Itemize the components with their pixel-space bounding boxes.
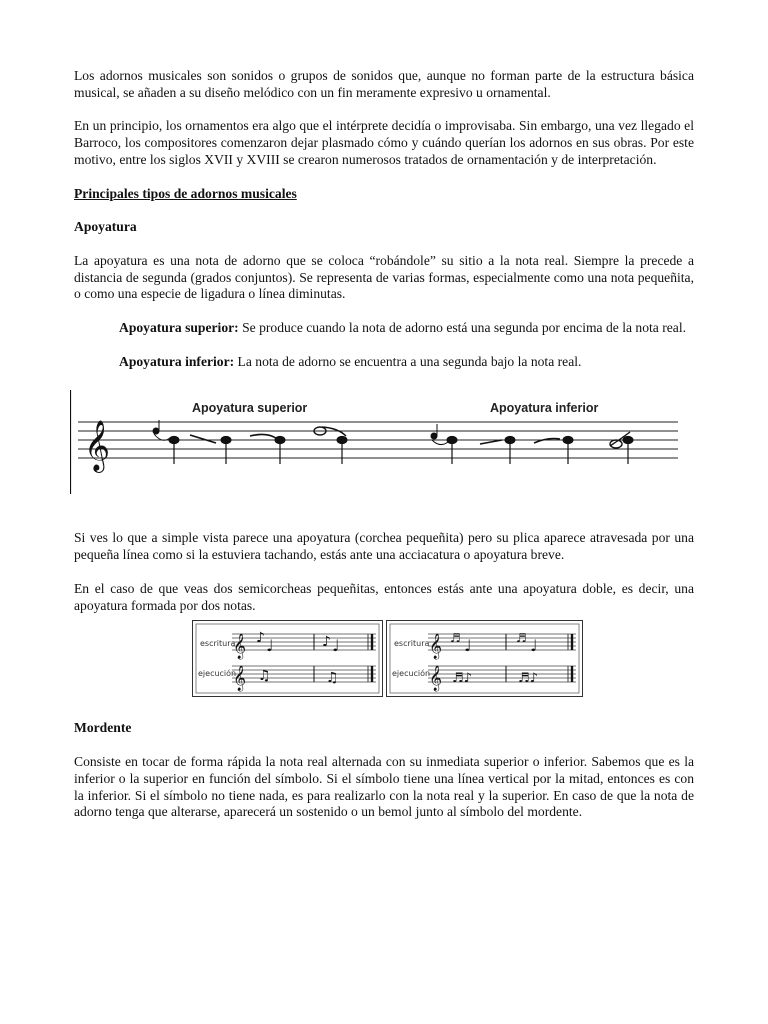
svg-text:♩: ♩ bbox=[266, 636, 274, 656]
svg-text:♬♪: ♬♪ bbox=[452, 671, 472, 687]
apoyatura-doble-figure bbox=[192, 620, 584, 698]
svg-text:♩: ♩ bbox=[530, 636, 538, 656]
ejecucion-label-left: ejecución bbox=[198, 669, 237, 679]
apoyatura-superior-paragraph bbox=[74, 320, 694, 337]
svg-text:♩: ♩ bbox=[464, 636, 472, 656]
treble-clef-icon: 𝄞 bbox=[233, 634, 247, 660]
acciacatura-paragraph: Si ves lo que a simple vista parece una apoyatura (corchea pequeñita) pero su plica aparece atravesada por una pequeña línea como si la estuviera tachando, estás ante una acciacatura o apoyatura breve. bbox=[74, 530, 694, 563]
svg-text:♬: ♬ bbox=[450, 631, 461, 646]
svg-text:♫: ♫ bbox=[326, 670, 339, 687]
apoyatura-inferior-paragraph bbox=[74, 354, 694, 371]
svg-text:♬: ♬ bbox=[516, 631, 527, 646]
escritura-label-left: escritura bbox=[200, 639, 236, 649]
apoyatura-superior-text: Se produce cuando la nota de adorno está una segunda por encima de la nota real. bbox=[238, 319, 686, 335]
treble-clef-icon: 𝄞 bbox=[233, 666, 247, 692]
apoyatura-superior-label: Apoyatura superior: bbox=[119, 319, 239, 335]
svg-text:♬♪: ♬♪ bbox=[518, 671, 538, 687]
intro-paragraph-2: En un principio, los ornamentos era algo que el intérprete decidía o improvisaba. Sin embargo, una vez llegado el Barroco, los compositores comenzaron dejar plasmado cómo y cuándo querían los adornos en sus obras. Por este motivo, entre los siglos XVII y XVIII se crearon numerosos tratados de ornamentación y de interpretación. bbox=[74, 118, 694, 167]
svg-text:♩: ♩ bbox=[332, 636, 340, 656]
mordente-heading: Mordente bbox=[74, 720, 132, 736]
svg-text:♫: ♫ bbox=[258, 668, 271, 685]
escritura-ejecucion-image bbox=[192, 620, 584, 698]
apoyatura-superior-caption: Apoyatura superior bbox=[192, 401, 308, 416]
svg-text:♪: ♪ bbox=[322, 634, 331, 651]
apoyatura-inferior-label: Apoyatura inferior: bbox=[119, 353, 235, 369]
document-page bbox=[74, 68, 694, 821]
intro-paragraph-1: Los adornos musicales son sonidos o grupos de sonidos que, aunque no forman parte de la estructura básica musical, se añaden a su diseño melódico con un fin meramente expresivo u ornamental. bbox=[74, 68, 694, 100]
mordente-paragraph: Consiste en tocar de forma rápida la nota real alternada con su inmediata superior o inferior. Sabemos que es la inferior o la superior en función del símbolo. Si el símbolo tiene una línea vertical por la mitad, entonces es con la inferior. Si el símbolo no tiene nada, es para realizarlo con la nota real y la superior. En caso de que la nota de adorno tenga que alterarse, aparecerá un sostenido o un bemol junto al símbolo del mordente. bbox=[74, 753, 694, 820]
music-staff-image bbox=[70, 390, 690, 508]
apoyatura-doble-paragraph: En el caso de que veas dos semicorcheas pequeñitas, entonces estás ante una apoyatura doble, es decir, una apoyatura formada por dos notas. bbox=[74, 580, 694, 613]
svg-text:♪: ♪ bbox=[256, 630, 265, 647]
apoyatura-inferior-text: La nota de adorno se encuentra a una segunda bajo la nota real. bbox=[234, 353, 582, 369]
escritura-label-right: escritura bbox=[394, 639, 430, 649]
apoyatura-paragraph: La apoyatura es una nota de adorno que se coloca “robándole” su sitio a la nota real. Siempre la precede a distancia de segunda (grados conjuntos). Se representa de varias formas, especialmente como una nota pequeñita, o como una especie de ligadura o línea diminutas. bbox=[74, 252, 694, 302]
section-title: Principales tipos de adornos musicales bbox=[74, 185, 297, 201]
treble-clef-icon: 𝄞 bbox=[429, 634, 443, 660]
apoyatura-heading: Apoyatura bbox=[74, 219, 137, 235]
apoyatura-score-figure bbox=[70, 390, 694, 508]
ejecucion-label-right: ejecución bbox=[392, 669, 431, 679]
treble-clef-icon: 𝄞 bbox=[429, 666, 443, 692]
apoyatura-inferior-caption: Apoyatura inferior bbox=[490, 401, 599, 416]
treble-clef-icon: 𝄞 bbox=[84, 420, 111, 472]
